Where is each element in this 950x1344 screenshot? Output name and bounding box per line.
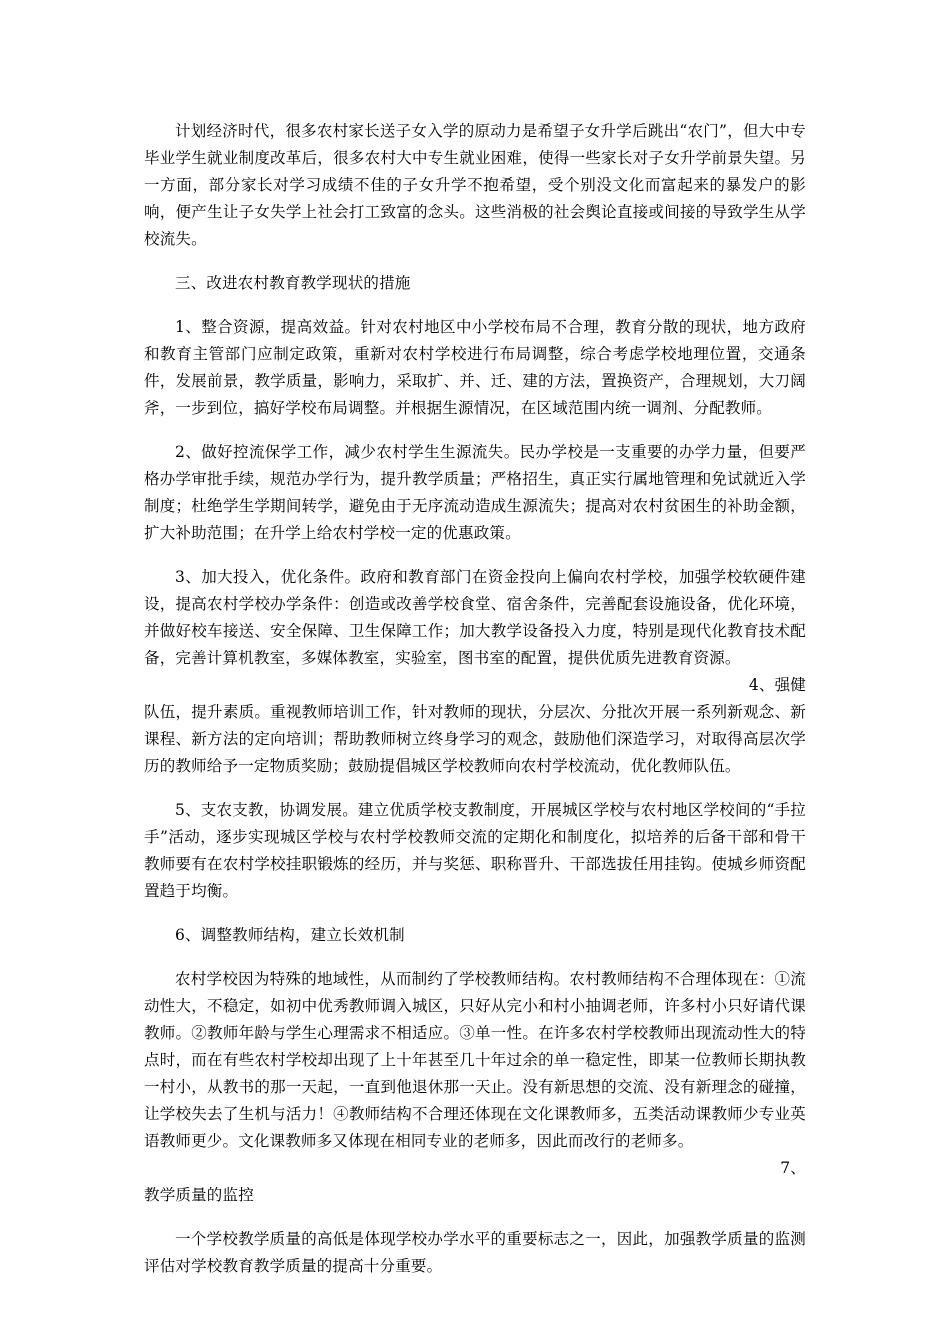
measure-4-lead: 4、强健 xyxy=(748,676,806,694)
document-body xyxy=(144,118,806,1297)
paragraph-measure-4: 队伍，提升素质。重视教师培训工作，针对教师的现状，分层次、分批次开展一系列新观念、新课程、新方法的定向培训；帮助教师树立终身学习的观念，鼓励他们深造学习，对取得高层次学历的教师给予一定物质奖励；鼓励提倡城区学校教师向农村学校流动，优化教师队伍。 xyxy=(144,703,806,775)
paragraph-measure-2: 2、做好控流保学工作，减少农村学生生源流失。民办学校是一支重要的办学力量，但要严格办学审批手续，规范办学行为，提升教学质量；严格招生，真正实行属地管理和免试就近入学制度；杜绝学生学期间转学，避免由于无序流动造成生源流失；提高对农村贫困生的补助金额，扩大补助范围；在升学上给农村学校一定的优惠政策。 xyxy=(144,443,806,542)
paragraph-measure-1: 1、整合资源，提高效益。针对农村地区中小学校布局不合理，教育分散的现状，地方政府和教育主管部门应制定政策，重新对农村学校进行布局调整，综合考虑学校地理位置，交通条件，发展前景，教学质量，影响力，采取扩、并、迁、建的方法，置换资产，合理规划，大刀阔斧，一步到位，搞好学校布局调整。并根据生源情况，在区域范围内统一调剂、分配教师。 xyxy=(144,318,806,417)
paragraph-quality: 一个学校教学质量的高低是体现学校办学水平的重要标志之一，因此，加强教学质量的监测评估对学校教育教学质量的提高十分重要。 xyxy=(144,1230,806,1275)
paragraph-measure-3-text: 3、加大投入，优化条件。政府和教育部门在资金投向上偏向农村学校，加强学校软硬件建设，提高农村学校办学条件：创造或改善学校食堂、宿舍条件，完善配套设施设备，优化环境，并做好校车接送、安全保障、卫生保障工作；加大教学设备投入力度，特别是现代化教育技术配备，完善计算机教室，多媒体教室，实验室，图书室的配置，提供优质先进教育资源。 xyxy=(144,568,806,667)
paragraph-measure-7-title: 教学质量的监控 xyxy=(144,1186,254,1204)
paragraph-measure-6-text: 农村学校因为特殊的地域性，从而制约了学校教师结构。农村教师结构不合理体现在：①流动性大，不稳定，如初中优秀教师调入城区，只好从完小和村小抽调老师，许多村小只好请代课教师。②教师年龄与学生心理需求不相适应。③单一性。在许多农村学校教师出现流动性大的特点时，而在有些农村学校却出现了上十年甚至几十年过余的单一稳定性，即某一位教师长期执教一村小，从教书的那一天起，一直到他退休那一天止。没有新思想的交流、没有新理念的碰撞，让学校失去了生机与活力！④教师结构不合理还体现在文化课教师多，五类活动课教师少专业英语教师更少。文化课教师多又体现在相同专业的老师多，因此而改行的老师多。 xyxy=(144,970,806,1150)
subheading-measure-6: 6、调整教师结构，建立长效机制 xyxy=(175,926,405,944)
paragraph-economy: 计划经济时代，很多农村家长送子女入学的原动力是希望子女升学后跳出“农门”，但大中专毕业学生就业制度改革后，很多农村大中专生就业困难，使得一些家长对子女升学前景失望。另一方面，部分家长对学习成绩不佳的子女升学不抱希望，受个别没文化而富起来的暴发户的影响，便产生让子女失学上社会打工致富的念头。这些消极的社会舆论直接或间接的导致学生从学校流失。 xyxy=(144,122,806,248)
measure-7-lead: 7、 xyxy=(780,1159,806,1177)
paragraph-measure-6 xyxy=(144,966,806,1182)
section-heading-measures: 三、改进农村教育教学现状的措施 xyxy=(175,274,411,292)
paragraph-measure-3 xyxy=(144,564,806,699)
paragraph-measure-5: 5、支农支教，协调发展。建立优质学校支教制度，开展城区学校与农村地区学校间的“手拉手”活动，逐步实现城区学校与农村学校教师交流的定期化和制度化，拟培养的后备干部和骨干教师要有在农村学校挂职锻炼的经历，并与奖惩、职称晋升、干部选拔任用挂钩。使城乡师资配置趋于均衡。 xyxy=(144,801,806,900)
